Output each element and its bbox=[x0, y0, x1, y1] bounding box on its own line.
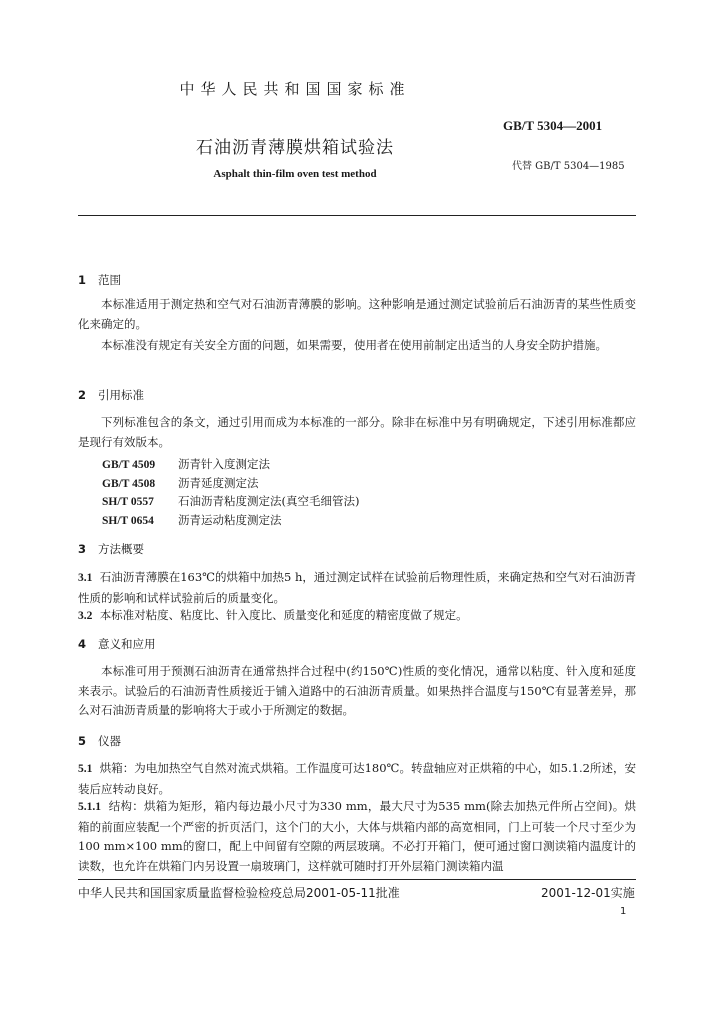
standard-number: GB/T 5304—2001 bbox=[503, 118, 603, 133]
reference-code: GB/T 4509 bbox=[102, 459, 156, 471]
reference-code: SH/T 0557 bbox=[102, 496, 154, 508]
section-1-heading bbox=[78, 272, 121, 288]
document-title-en: Asphalt thin-film oven test method bbox=[213, 168, 377, 180]
section-4-paragraph-1: 本标准可用于预测石油沥青在通常热拌合过程中(约150℃)性质的变化情况，通常以粘度、针入度和延度来表示。试验后的石油沥青性质接近于铺入道路中的石油沥青质量。如果热拌合温度与150℃有显著差异，那么对石油沥青质量的影响将大于或小于所测定的数据。 bbox=[78, 664, 636, 717]
clause-3-2 bbox=[78, 606, 636, 627]
section-2-paragraph-1: 下列标准包含的条文，通过引用而成为本标准的一部分。除非在标准中另有明确规定，下述引用标准都应是现行有效版本。 bbox=[78, 415, 636, 449]
reference-code: GB/T 4508 bbox=[102, 478, 156, 490]
header-divider bbox=[78, 215, 636, 216]
section-title: 范围 bbox=[98, 273, 121, 287]
section-title: 方法概要 bbox=[98, 542, 144, 556]
clause-5-1 bbox=[78, 759, 636, 799]
section-number: 5 bbox=[78, 734, 87, 748]
section-1-paragraph-2: 本标准没有规定有关安全方面的问题，如果需要，使用者在使用前制定出适当的人身安全防护措施。 bbox=[101, 338, 607, 352]
clause-text: 石油沥青薄膜在163℃的烘箱中加热5 h，通过测定试样在试验前后物理性质，来确定热和空气对石油沥青性质的影响和试样试验前后的质量变化。 bbox=[78, 570, 636, 605]
reference-item bbox=[102, 456, 270, 472]
section-number: 3 bbox=[78, 542, 87, 556]
section-title: 仪器 bbox=[98, 734, 121, 748]
clause-number: 3.2 bbox=[78, 610, 93, 622]
clause-text: 烘箱：为电加热空气自然对流式烘箱。工作温度可达180℃。转盘轴应对正烘箱的中心，如5.1.2所述，安装后应转动良好。 bbox=[78, 761, 636, 796]
reference-code: SH/T 0654 bbox=[102, 515, 154, 527]
implementation-date: 2001-12-01实施 bbox=[541, 886, 635, 900]
reference-item bbox=[102, 493, 359, 509]
section-3-heading bbox=[78, 541, 144, 557]
clause-number: 3.1 bbox=[78, 572, 93, 584]
section-number: 2 bbox=[78, 388, 87, 402]
national-standard-heading: 中华人民共和国国家标准 bbox=[179, 80, 411, 98]
reference-name: 沥青运动粘度测定法 bbox=[178, 513, 282, 527]
approval-line: 中华人民共和国国家质量监督检验检疫总局2001-05-11批准 bbox=[78, 886, 400, 900]
replaces-standard: 代替 GB/T 5304—1985 bbox=[512, 161, 625, 172]
document-title-cn: 石油沥青薄膜烘箱试验法 bbox=[196, 138, 394, 158]
section-number: 4 bbox=[78, 637, 87, 651]
section-1-paragraph-1: 本标准适用于测定热和空气对石油沥青薄膜的影响。这种影响是通过测定试验前后石油沥青的某些性质变化来确定的。 bbox=[78, 297, 636, 331]
page-number: 1 bbox=[620, 906, 627, 917]
section-2-heading bbox=[78, 387, 144, 403]
footer-divider bbox=[78, 879, 636, 880]
section-4-heading bbox=[78, 636, 156, 652]
section-5-heading bbox=[78, 733, 121, 749]
clause-3-1 bbox=[78, 568, 636, 608]
section-title: 意义和应用 bbox=[98, 637, 156, 651]
reference-name: 沥青延度测定法 bbox=[178, 476, 259, 490]
reference-item bbox=[102, 475, 259, 491]
clause-text: 本标准对粘度、粘度比、针入度比、质量变化和延度的精密度做了规定。 bbox=[99, 608, 468, 622]
reference-item bbox=[102, 512, 282, 528]
reference-name: 沥青针入度测定法 bbox=[178, 457, 270, 471]
reference-name: 石油沥青粘度测定法(真空毛细管法) bbox=[178, 494, 360, 508]
clause-number: 5.1.1 bbox=[78, 801, 101, 813]
clause-number: 5.1 bbox=[78, 763, 93, 775]
clause-5-1-1 bbox=[78, 797, 636, 876]
clause-text: 结构：烘箱为矩形，箱内每边最小尺寸为330 mm，最大尺寸为535 mm(除去加热元件所占空间)。烘箱的前面应装配一个严密的折页活门，这个门的大小，大体与烘箱内部的高宽相同，门上可装一个尺寸至少为100 mm×100 mm的窗口，配上中间留有空隙的两层玻璃。不必打开箱门，便可通过窗口测读箱内温度计的读数，也允许在烘箱门内另设置一扇玻璃门，这样就可随时打开外层箱门测读箱内温 bbox=[78, 799, 636, 873]
section-title: 引用标准 bbox=[98, 388, 144, 402]
section-number: 1 bbox=[78, 273, 87, 287]
